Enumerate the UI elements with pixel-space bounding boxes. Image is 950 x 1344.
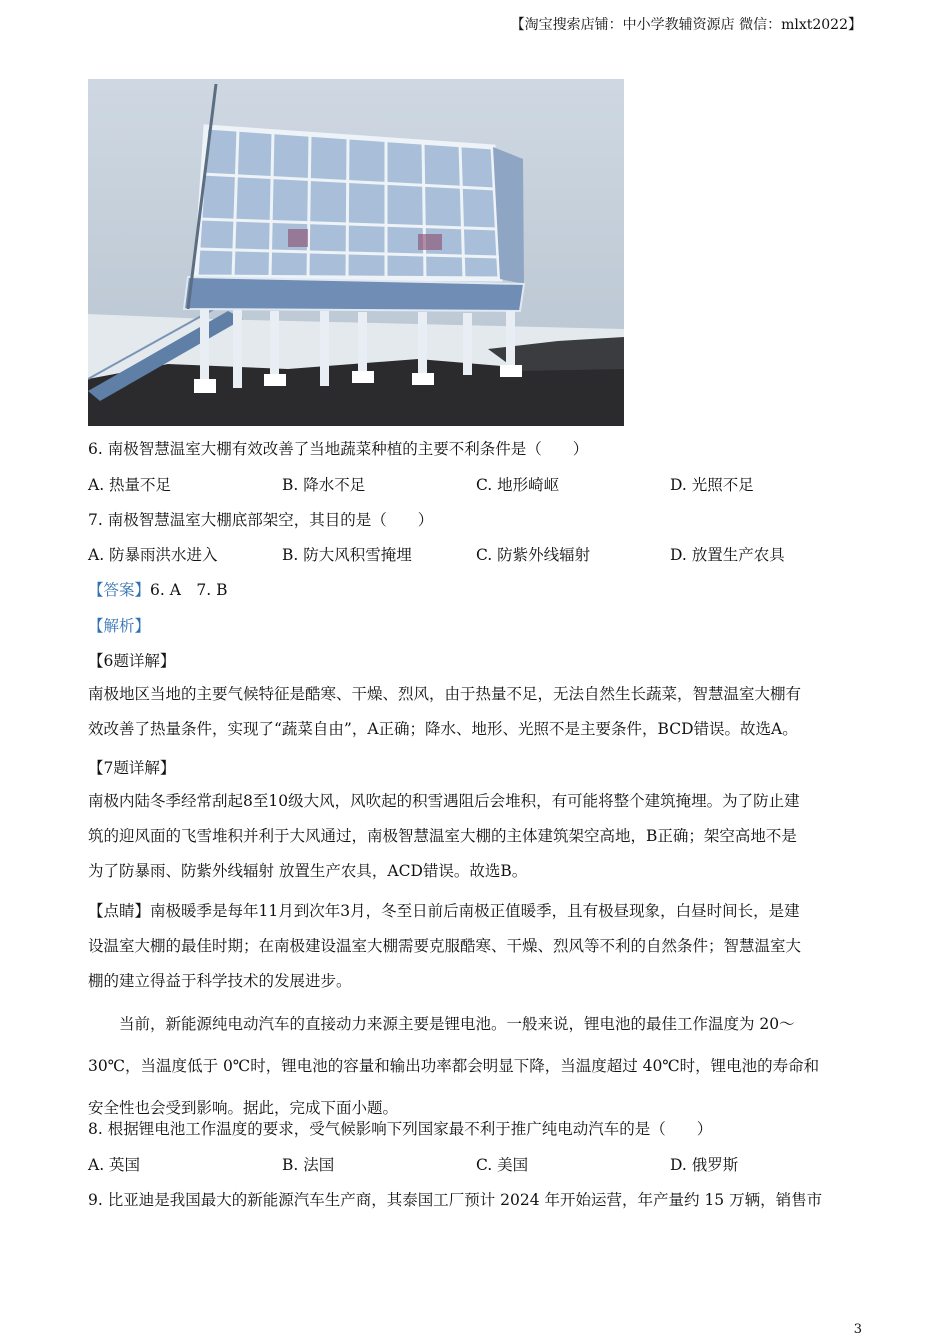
material-line: 安全性也会受到影响。据此，完成下面小题。: [88, 1099, 399, 1117]
question-9-stem: 9. 比亚迪是我国最大的新能源汽车生产商，其泰国工厂预计 2024 年开始运营，年产量约 15 万辆，销售市: [88, 1191, 823, 1209]
q6-detail-line: 南极地区当地的主要气候特征是酷寒、干燥、烈风，由于热量不足，无法自然生长蔬菜，智慧温室大棚有: [88, 685, 802, 703]
material-line: 30℃，当温度低于 0℃时，锂电池的容量和输出功率都会明显下降，当温度超过 40℃时，锂电池的寿命和: [88, 1057, 820, 1075]
q7-detail-title: 【7题详解】: [88, 759, 176, 777]
question-7-option-d: D. 放置生产农具: [670, 546, 785, 564]
question-8-option-a: A. 英国: [88, 1156, 141, 1174]
question-7-stem: 7. 南极智慧温室大棚底部架空，其目的是（ ）: [88, 511, 434, 529]
question-7-option-b: B. 防大风积雪掩埋: [282, 546, 412, 564]
question-7-option-c: C. 防紫外线辐射: [476, 546, 591, 564]
q6-detail-title: 【6题详解】: [88, 652, 176, 670]
tip-text: [88, 894, 864, 999]
question-7-option-a: A. 防暴雨洪水进入: [88, 546, 218, 564]
q6-detail-text: [88, 677, 864, 747]
q6-detail-line: 效改善了热量条件，实现了“蔬菜自由”，A正确；降水、地形、光照不是主要条件，BCD错误。故选A。: [88, 720, 798, 738]
q7-detail-line: 南极内陆冬季经常刮起8至10级大风，风吹起的积雪遇阻后会堆积，有可能将整个建筑掩埋。为了防止建: [88, 792, 800, 810]
tip-line-1: [88, 894, 864, 929]
tip-label: 【点睛】: [88, 902, 151, 920]
analysis-label: 【解析】: [88, 617, 151, 635]
tip-line: 南极暖季是每年11月到次年3月，冬至日前后南极正值暖季，且有极昼现象，白昼时间长，是建: [150, 902, 800, 920]
question-6-option-c: C. 地形崎岖: [476, 476, 560, 494]
q7-detail-line: 筑的迎风面的飞雪堆积并利于大风通过，南极智慧温室大棚的主体建筑架空高地，B正确；架空高地不是: [88, 827, 797, 845]
tip-line: 棚的建立得益于科学技术的发展进步。: [88, 972, 352, 990]
question-8-stem: 8. 根据锂电池工作温度的要求，受气候影响下列国家最不利于推广纯电动汽车的是（ ）: [88, 1120, 713, 1138]
material-text: [88, 1003, 864, 1129]
material-line: 当前，新能源纯电动汽车的直接动力来源主要是锂电池。一般来说，锂电池的最佳工作温度为 20～: [88, 1015, 795, 1033]
question-6-stem: 6. 南极智慧温室大棚有效改善了当地蔬菜种植的主要不利条件是（ ）: [88, 440, 589, 458]
question-8-option-b: B. 法国: [282, 1156, 335, 1174]
answer-line: [88, 579, 228, 601]
answer-label: 【答案】: [88, 581, 151, 599]
page-number: 3: [853, 1322, 862, 1337]
question-8-option-d: D. 俄罗斯: [670, 1156, 739, 1174]
question-6-option-a: A. 热量不足: [88, 476, 172, 494]
answer-text: 6. A 7. B: [150, 581, 228, 599]
page-header: 【淘宝搜索店铺：中小学教辅资源店 微信：mlxt2022】: [510, 17, 862, 33]
q7-detail-line: 为了防暴雨、防紫外线辐射 放置生产农具，ACD错误。故选B。: [88, 862, 528, 880]
question-6-option-b: B. 降水不足: [282, 476, 366, 494]
q7-detail-text: [88, 784, 864, 889]
tip-line: 设温室大棚的最佳时期；在南极建设温室大棚需要克服酷寒、干燥、烈风等不利的自然条件；智慧温室大: [88, 937, 802, 955]
greenhouse-photo: [88, 79, 624, 426]
question-6-option-d: D. 光照不足: [670, 476, 754, 494]
question-8-option-c: C. 美国: [476, 1156, 529, 1174]
